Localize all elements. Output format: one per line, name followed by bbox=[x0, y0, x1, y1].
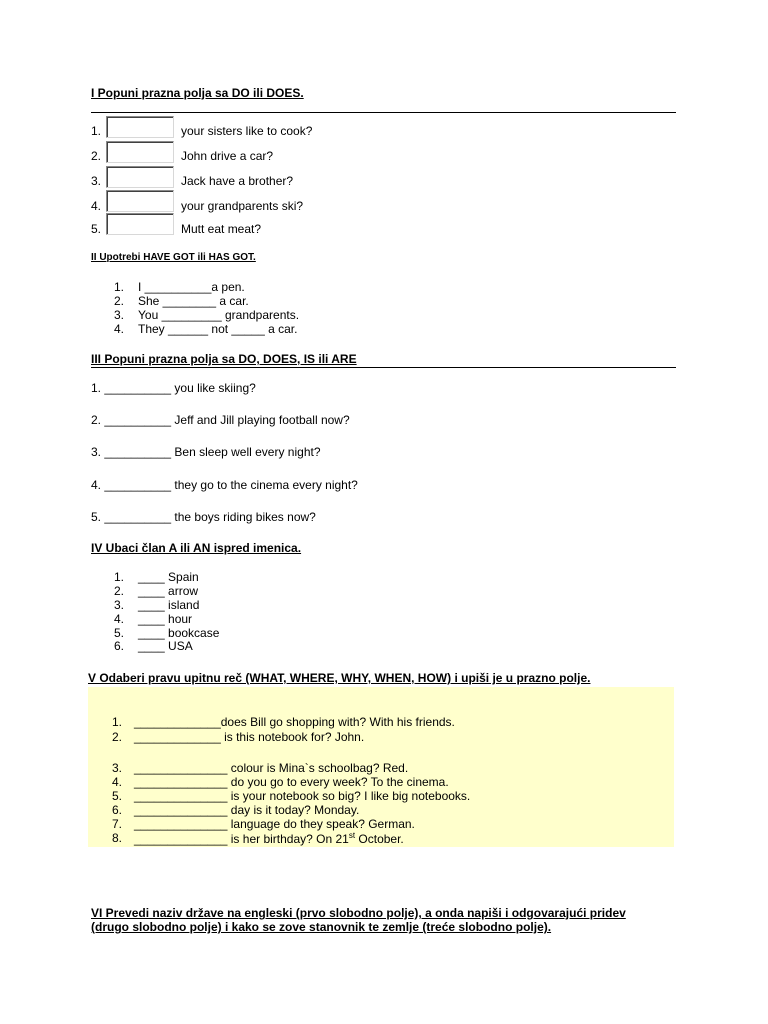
item-number: 2. bbox=[114, 584, 125, 598]
answer-box-2[interactable] bbox=[106, 141, 174, 163]
item-number: 4. bbox=[91, 199, 102, 213]
section2-heading: II Upotrebi HAVE GOT ili HAS GOT. bbox=[91, 252, 256, 263]
section1-item-text-3: Jack have a brother? bbox=[181, 174, 294, 188]
section4-item-1 bbox=[114, 570, 124, 584]
section4-item-text-2: ____ arrow bbox=[138, 584, 199, 598]
section5-item-4 bbox=[112, 775, 122, 789]
item-number: 5. bbox=[114, 626, 125, 640]
item-number: 2. bbox=[112, 730, 123, 744]
section3-item-2: 2. __________ Jeff and Jill playing football now? bbox=[91, 413, 350, 427]
item-number: 2. bbox=[91, 149, 102, 163]
section3-item-1: 1. __________ you like skiing? bbox=[91, 381, 256, 395]
item-number: 4. bbox=[112, 775, 123, 789]
section5-item-text-5: ______________ is your notebook so big? I like big notebooks. bbox=[134, 789, 471, 803]
section2-item-1 bbox=[114, 280, 124, 294]
section2-item-3 bbox=[114, 308, 124, 322]
section5-item-7 bbox=[112, 817, 122, 831]
section5-item-text-6: ______________ day is it today? Monday. bbox=[134, 803, 360, 817]
section5-heading: V Odaberi pravu upitnu reč (WHAT, WHERE, WHY, WHEN, HOW) i upiši je u prazno polje. bbox=[88, 671, 591, 685]
answer-box-5[interactable] bbox=[106, 213, 174, 235]
section4-item-text-6: ____ USA bbox=[138, 639, 193, 653]
section4-item-5 bbox=[114, 626, 124, 640]
section4-item-3 bbox=[114, 598, 124, 612]
answer-box-4[interactable] bbox=[106, 190, 174, 212]
item-number: 2. bbox=[114, 294, 125, 308]
section2-item-text-4: They ______ not _____ a car. bbox=[138, 322, 298, 336]
item-number: 7. bbox=[112, 817, 123, 831]
section1-item-text-4: your grandparents ski? bbox=[181, 199, 304, 213]
section1-item-5 bbox=[91, 222, 101, 236]
section5-item-text-1: _____________does Bill go shopping with? With his friends. bbox=[134, 715, 455, 729]
section2-item-4 bbox=[114, 322, 124, 336]
section4-item-4 bbox=[114, 612, 124, 626]
item-number: 5. bbox=[91, 222, 102, 236]
item-number: 8. bbox=[112, 831, 123, 845]
item-number: 4. bbox=[114, 322, 125, 336]
item-number: 1. bbox=[91, 124, 102, 138]
section5-item-8 bbox=[112, 831, 122, 845]
section2-item-text-3: You _________ grandparents. bbox=[138, 308, 300, 322]
section3-heading: III Popuni prazna polja sa DO, DOES, IS ili ARE bbox=[91, 352, 357, 366]
item-number: 4. bbox=[114, 612, 125, 626]
section5-item-6 bbox=[112, 803, 122, 817]
section5-item-text-8 bbox=[134, 831, 404, 846]
item-number: 3. bbox=[114, 598, 125, 612]
item-text: ______________ is her birthday? On 21 bbox=[134, 832, 349, 846]
item-number: 6. bbox=[114, 639, 125, 653]
item-tail: October. bbox=[355, 832, 404, 846]
section2-item-text-2: She ________ a car. bbox=[138, 294, 249, 308]
section2-item-text-1: I __________a pen. bbox=[138, 280, 245, 294]
section4-item-6 bbox=[114, 639, 124, 653]
section5-item-text-4: ______________ do you go to every week? To the cinema. bbox=[134, 775, 449, 789]
section1-item-1 bbox=[91, 124, 101, 138]
section5-item-text-3: ______________ colour is Mina`s schoolbag? Red. bbox=[134, 761, 409, 775]
section5-item-5 bbox=[112, 789, 122, 803]
section5-item-text-2: _____________ is this notebook for? John. bbox=[134, 730, 365, 744]
item-number: 6. bbox=[112, 803, 123, 817]
section1-item-text-2: John drive a car? bbox=[181, 149, 274, 163]
section5-item-1 bbox=[112, 715, 122, 729]
item-number: 1. bbox=[114, 280, 125, 294]
section1-item-text-5: Mutt eat meat? bbox=[181, 222, 262, 236]
item-number: 1. bbox=[112, 715, 123, 729]
item-number: 1. bbox=[114, 570, 125, 584]
section1-rule bbox=[91, 112, 676, 113]
section4-heading: IV Ubaci član A ili AN ispred imenica. bbox=[91, 541, 302, 555]
section6-heading-line2: (drugo slobodno polje) i kako se zove stanovnik te zemlje (treće slobodno polje). bbox=[91, 920, 552, 934]
item-number: 5. bbox=[112, 789, 123, 803]
section5-item-3 bbox=[112, 761, 122, 775]
section5-item-2 bbox=[112, 730, 122, 744]
section6-heading-line1: VI Prevedi naziv države na engleski (prvo slobodno polje), a onda napiši i odgovarajući pridev bbox=[91, 906, 626, 920]
section3-item-5: 5. __________ the boys riding bikes now? bbox=[91, 510, 316, 524]
item-number: 3. bbox=[91, 174, 102, 188]
section1-item-4 bbox=[91, 199, 101, 213]
answer-box-1[interactable] bbox=[106, 116, 174, 138]
section3-item-3: 3. __________ Ben sleep well every night? bbox=[91, 445, 321, 459]
section2-item-2 bbox=[114, 294, 124, 308]
section1-item-text-1: your sisters like to cook? bbox=[181, 124, 313, 138]
section3-item-4: 4. __________ they go to the cinema every night? bbox=[91, 478, 358, 492]
section4-item-text-3: ____ island bbox=[138, 598, 200, 612]
section1-item-2 bbox=[91, 149, 101, 163]
section5-item-text-7: ______________ language do they speak? German. bbox=[134, 817, 415, 831]
section4-item-text-4: ____ hour bbox=[138, 612, 193, 626]
section4-item-2 bbox=[114, 584, 124, 598]
item-number: 3. bbox=[114, 308, 125, 322]
ordinal-suffix: st bbox=[348, 831, 356, 840]
answer-box-3[interactable] bbox=[106, 166, 174, 188]
section4-item-text-5: ____ bookcase bbox=[138, 626, 220, 640]
section1-item-3 bbox=[91, 174, 101, 188]
section3-rule bbox=[91, 367, 676, 368]
section4-item-text-1: ____ Spain bbox=[138, 570, 199, 584]
item-number: 3. bbox=[112, 761, 123, 775]
section1-heading: I Popuni prazna polja sa DO ili DOES. bbox=[91, 86, 304, 100]
